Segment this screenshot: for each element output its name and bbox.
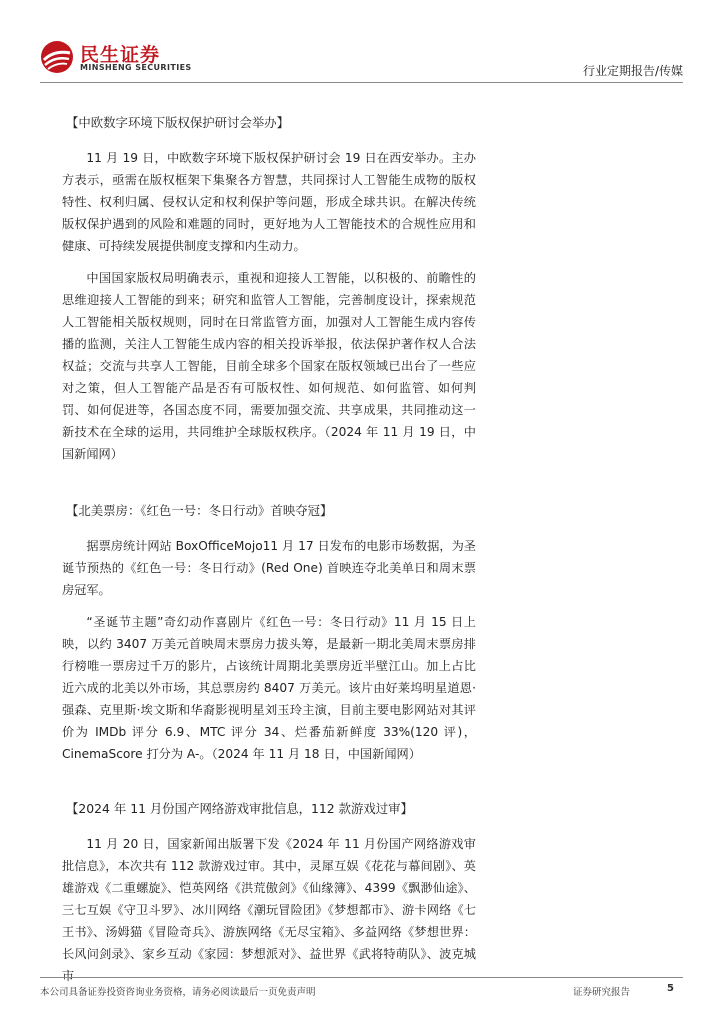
news-section-box-office [62, 501, 476, 765]
logo-english-name: MINSHENG SECURITIES [80, 63, 192, 72]
section-title: 【2024 年 11 月份国产网络游戏审批信息，112 款游戏过审】 [66, 801, 413, 816]
footer-divider [40, 977, 683, 978]
section-title: 【中欧数字环境下版权保护研讨会举办】 [66, 115, 290, 130]
company-logo [40, 38, 230, 78]
minsheng-logo-icon [40, 40, 74, 74]
main-content [62, 113, 476, 997]
paragraph: 11 月 19 日，中欧数字环境下版权保护研讨会 19 日在西安举办。主办方表示，亟需在版权框架下集聚各方智慧，共同探讨人工智能生成物的版权特性、权利归属、侵权认定和权利保护等问题，形成全球共识。在解决传统版权保护遇到的风险和难题的同时，更好地为人工智能技术的合规性应用和健康、可持续发展提供制度支撑和内生动力。 [62, 151, 476, 253]
section-title: 【北美票房：《红色一号：冬日行动》首映夺冠】 [66, 503, 333, 518]
paragraph: 11 月 20 日，国家新闻出版署下发《2024 年 11 月份国产网络游戏审批信息》，本次共有 112 款游戏过审。其中，灵犀互娱《花花与幕间剧》、英雄游戏《二重螺旋》、恺英网络《洪荒傲剑》《仙缘簿》、4399《飘渺仙途》、三七互娱《守卫斗罗》、冰川网络《潮玩冒险团》《梦想都市》、游卡网络《七王书》、汤姆猫《冒险奇兵》、游族网络《无尽宝箱》、多益网络《梦想世界：长风问剑录》、家乡互动《家园：梦想派对》、益世界《武将特萌队》、波克城市 [62, 837, 476, 983]
page-header [0, 0, 724, 90]
header-divider [40, 82, 683, 83]
logo-chinese-name: 民生证券 [80, 44, 161, 66]
report-type: 行业定期报告/传媒 [582, 64, 683, 78]
page-number: 5 [667, 983, 674, 994]
paragraph: 据票房统计网站 BoxOfficeMojo11 月 17 日发布的电影市场数据，为圣诞节预热的《红色一号：冬日行动》(Red One) 首映连夺北美单日和周末票房冠军。 [62, 539, 476, 597]
footer-label: 证券研究报告 [573, 987, 631, 998]
news-section-copyright [62, 113, 476, 465]
paragraph: 中国国家版权局明确表示，重视和迎接人工智能，以积极的、前瞻性的思维迎接人工智能的到来；研究和监管人工智能，完善制度设计，探索规范人工智能相关版权规则，同时在日常监管方面，加强对人工智能生成内容传播的监测，关注人工智能生成内容的相关投诉举报，依法保护著作权人合法权益；交流与共享人工智能，目前全球多个国家在版权领域已出台了一些应对之策，但人工智能产品是否有可版权性、如何规范、如何监管、如何判罚、如何促进等，各国态度不同，需要加强交流、共享成果，共同推动这一新技术在全球的运用，共同维护全球版权秩序。（2024 年 11 月 19 日，中国新闻网） [62, 271, 476, 461]
footer-disclaimer: 本公司具备证券投资咨询业务资格，请务必阅读最后一页免责声明 [40, 987, 316, 998]
paragraph: “圣诞节主题”奇幻动作喜剧片《红色一号：冬日行动》11 月 15 日上映，以约 3407 万美元首映周末票房力拔头筹，是最新一期北美周末票房排行榜唯一票房过千万的影片，占该统计周期北美票房近半壁江山。加上占比近六成的北美以外市场，其总票房约 8407 万美元。该片由好莱坞明星道恩·强森、克里斯·埃文斯和华裔影视明星刘玉玲主演，目前主要电影网站对其评价为 IMDb 评分 6.9、MTC 评分 34、烂番茄新鲜度 33%(120 评)，CinemaScore 打分为 A-。（2024 年 11 月 18 日，中国新闻网） [62, 615, 476, 761]
news-section-game-approval [62, 799, 476, 987]
